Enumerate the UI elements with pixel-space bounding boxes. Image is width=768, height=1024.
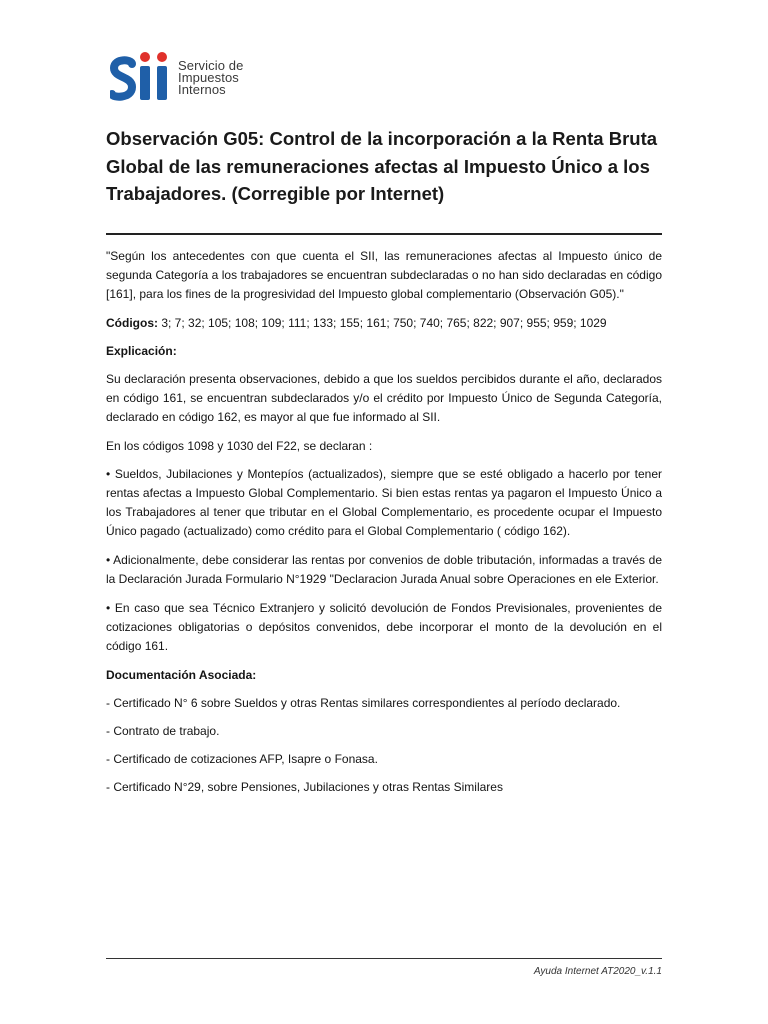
codes-label: Códigos:	[106, 316, 158, 330]
footer-version: Ayuda Internet AT2020_v.1.1	[533, 966, 662, 977]
codes-paragraph	[106, 314, 662, 333]
doc-item: - Certificado N°29, sobre Pensiones, Jubilaciones y otras Rentas Similares	[106, 780, 503, 794]
docs-heading: Documentación Asociada:	[106, 668, 257, 682]
bullet-item: • Adicionalmente, debe considerar las rentas por convenios de doble tributación, informadas a través de la Declaración Jurada Formulario N°1929 "Declaracion Jurada Anual sobre Operaciones en ele Exterior.	[106, 553, 662, 586]
doc-item: - Certificado N° 6 sobre Sueldos y otras Rentas similares correspondientes al período declarado.	[106, 696, 621, 710]
sii-logo	[110, 50, 243, 106]
bullet-item: • Sueldos, Jubilaciones y Montepíos (actualizados), siempre que se esté obligado a hacerlo por tener rentas afectas a Impuesto Global Complementario. Si bien estas rentas ya pagaron el Impuesto Único a los Trabajadores al tener que tributar en el Global Complementario, es procedente ocupar el Impuesto Único pagado (actualizado) como crédito para el Global Complementario ( código 162).	[106, 467, 662, 538]
logo-line-3: Internos	[178, 82, 226, 97]
explanation-heading: Explicación:	[106, 344, 177, 358]
footer-divider	[106, 958, 662, 959]
logo-line-1: Servicio de	[178, 58, 244, 73]
bullet-item: • En caso que sea Técnico Extranjero y solicitó devolución de Fondos Previsionales, provenientes de cotizaciones obligatorias o depósitos convenidos, debe incorporar el monto de la devolución en el código 161.	[106, 601, 662, 653]
quote-paragraph: "Según los antecedentes con que cuenta el SII, las remuneraciones afectas al Impuesto único de segunda Categoría a los trabajadores se encuentran subdeclaradas o no han sido declaradas en código [161], para los fines de la progresividad del Impuesto global complementario (Observación G05)."	[106, 249, 662, 301]
doc-item: - Certificado de cotizaciones AFP, Isapre o Fonasa.	[106, 752, 378, 766]
logo-wordmark	[178, 60, 243, 96]
logo-line-2: Impuestos	[178, 70, 239, 85]
sii-logo-mark-icon	[110, 50, 172, 106]
codes-intro: En los códigos 1098 y 1030 del F22, se declaran :	[106, 439, 373, 453]
title-divider	[106, 233, 662, 235]
explanation-paragraph: Su declaración presenta observaciones, debido a que los sueldos percibidos durante el año, declarados en código 161, se encuentran subdeclarados y/o el crédito por Impuesto Único de Segunda Categoría, declarado en código 162, es mayor al que fue informado al SII.	[106, 372, 662, 424]
page-title: Observación G05: Control de la incorporación a la Renta Bruta Global de las remuneraciones afectas al Impuesto Único a los Trabajadores. (Corregible por Internet)	[106, 128, 658, 204]
document-body	[106, 247, 662, 806]
doc-item: - Contrato de trabajo.	[106, 724, 220, 738]
codes-value: 3; 7; 32; 105; 108; 109; 111; 133; 155; 161; 750; 740; 765; 822; 907; 955; 959; 1029	[158, 316, 607, 330]
